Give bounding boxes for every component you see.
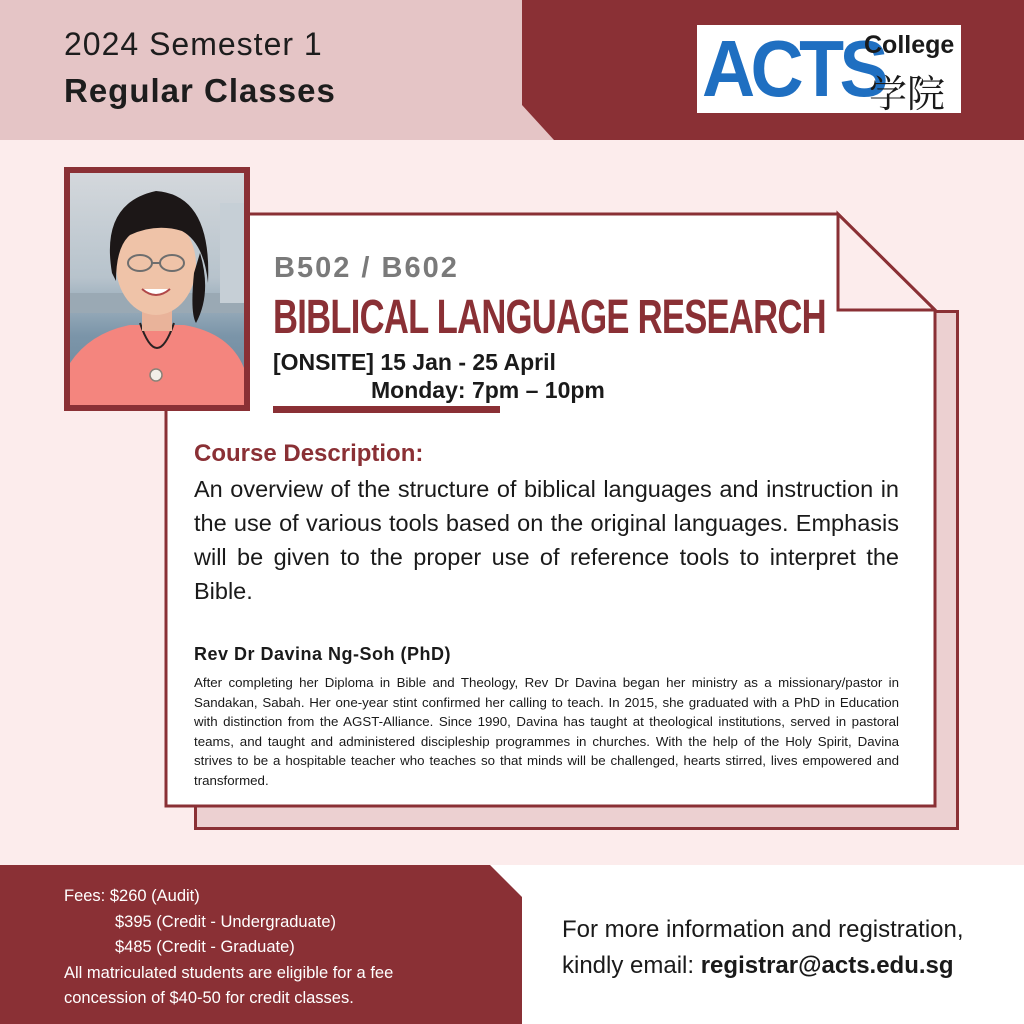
registrar-email-link[interactable]: registrar@acts.edu.sg	[700, 952, 954, 979]
fee-concession-note-1: All matriculated students are eligible for a fee	[64, 963, 394, 982]
instructor-photo	[70, 173, 244, 405]
course-code: B502 / B602	[274, 252, 459, 284]
logo-chinese-text: 学院	[869, 72, 946, 116]
description-body: An overview of the structure of biblical languages and instruction in the use of various tools based on the original languages. Emphasis will be given to the proper use of reference tools to interpret the Bible.	[194, 476, 899, 604]
fee-audit: Fees: $260 (Audit)	[64, 887, 200, 905]
course-mode-dates: [ONSITE] 15 Jan - 25 April	[273, 349, 556, 375]
instructor-bio: After completing her Diploma in Bible and Theology, Rev Dr Davina began her ministry as a missionary/pastor in Sandakan, Sabah. Her one-year stint confirmed her calling to teach. In 2015, she graduated with a PhD in Education with distinction from the AGST-Alliance. Since 1990, Davina has taught at theological institutions, served in pastoral teams, and taught and administered discipleship programmes in churches. With the help of the Holy Spirit, Davina strives to be a hospitable teacher who teaches so that minds will be challenged, hearts stirred, lives empowered and transformed.	[194, 675, 899, 788]
logo-college-text: College	[864, 31, 955, 59]
instructor-portrait-icon	[70, 173, 244, 405]
fee-undergraduate: $395 (Credit - Undergraduate)	[115, 912, 337, 931]
contact-line-1: For more information and registration,	[562, 916, 964, 943]
instructor-photo-frame	[64, 167, 250, 411]
logo-acts-text: ACTS	[702, 24, 884, 113]
course-title: BIBLICAL LANGUAGE RESEARCH	[273, 291, 826, 344]
description-heading: Course Description:	[194, 440, 424, 467]
contact-line-2	[562, 948, 964, 984]
semester-heading: 2024 Semester 1	[64, 26, 323, 62]
contact-section	[562, 912, 964, 984]
fees-section	[64, 884, 393, 1012]
classes-heading: Regular Classes	[64, 72, 336, 109]
title-underline-divider	[273, 406, 500, 413]
course-schedule: Monday: 7pm – 10pm	[371, 377, 605, 403]
fee-concession-note-2: concession of $40-50 for credit classes.	[64, 989, 354, 1007]
fee-graduate: $485 (Credit - Graduate)	[115, 938, 295, 956]
contact-prefix: kindly email:	[562, 952, 701, 979]
instructor-name: Rev Dr Davina Ng-Soh (PhD)	[194, 644, 452, 664]
